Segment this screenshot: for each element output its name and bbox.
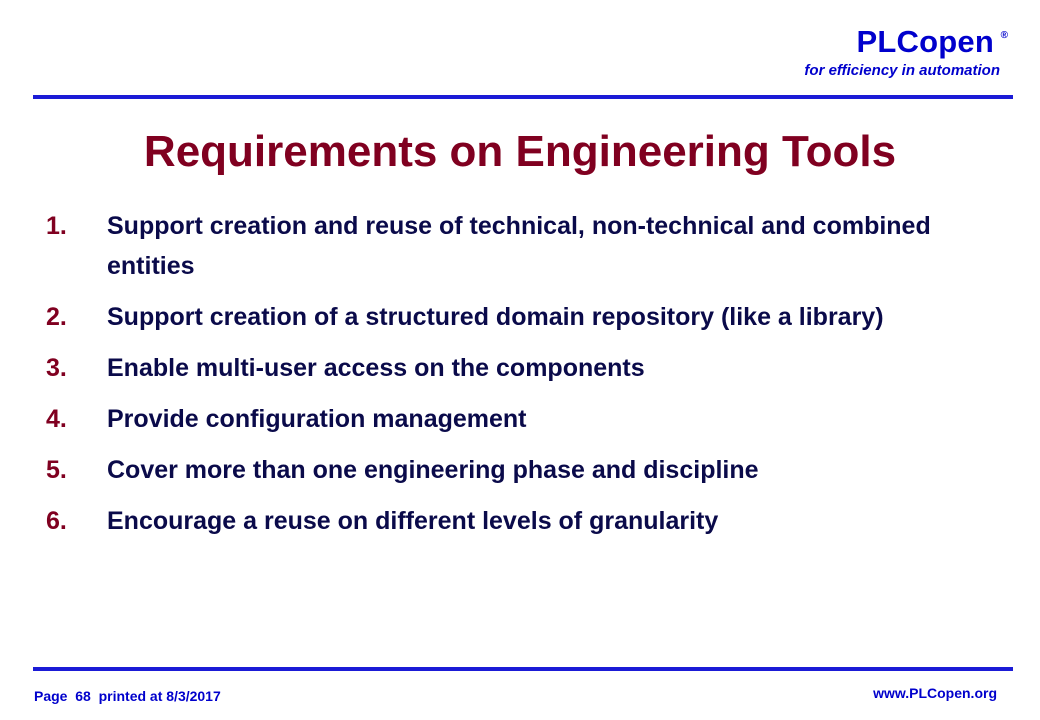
slide-title: Requirements on Engineering Tools bbox=[143, 127, 897, 176]
website-link[interactable]: www.PLCopen.org bbox=[873, 685, 997, 701]
requirement-number: 4. bbox=[46, 405, 67, 433]
requirement-text: Provide configuration management bbox=[107, 405, 527, 433]
requirement-number: 3. bbox=[46, 354, 67, 382]
header-divider bbox=[33, 95, 1013, 99]
requirement-text: Encourage a reuse on different levels of granularity bbox=[107, 507, 719, 535]
requirement-item bbox=[46, 399, 1006, 439]
brand-logo bbox=[804, 24, 1008, 79]
requirement-item bbox=[46, 206, 1006, 286]
requirement-item bbox=[46, 450, 1006, 490]
brand-name: PLCopen bbox=[856, 24, 994, 59]
page-info: Page 68 printed at 8/3/2017 bbox=[34, 688, 221, 704]
requirement-text: Enable multi-user access on the components bbox=[107, 354, 645, 382]
requirement-item bbox=[46, 297, 1006, 337]
footer-divider bbox=[33, 667, 1013, 671]
registered-mark: ® bbox=[1000, 30, 1008, 41]
requirement-item bbox=[46, 348, 1006, 388]
brand-tagline: for efficiency in automation bbox=[804, 62, 1000, 79]
requirement-text: Support creation of a structured domain repository (like a library) bbox=[107, 303, 884, 331]
requirement-number: 6. bbox=[46, 507, 67, 535]
requirement-item bbox=[46, 501, 1006, 541]
requirement-text: Cover more than one engineering phase and discipline bbox=[107, 456, 759, 484]
requirement-number: 1. bbox=[46, 212, 67, 240]
requirement-number: 5. bbox=[46, 456, 67, 484]
requirement-number: 2. bbox=[46, 303, 67, 331]
requirements-list bbox=[46, 206, 1006, 552]
requirement-text: Support creation and reuse of technical, non-technical and combined entities bbox=[107, 212, 931, 280]
